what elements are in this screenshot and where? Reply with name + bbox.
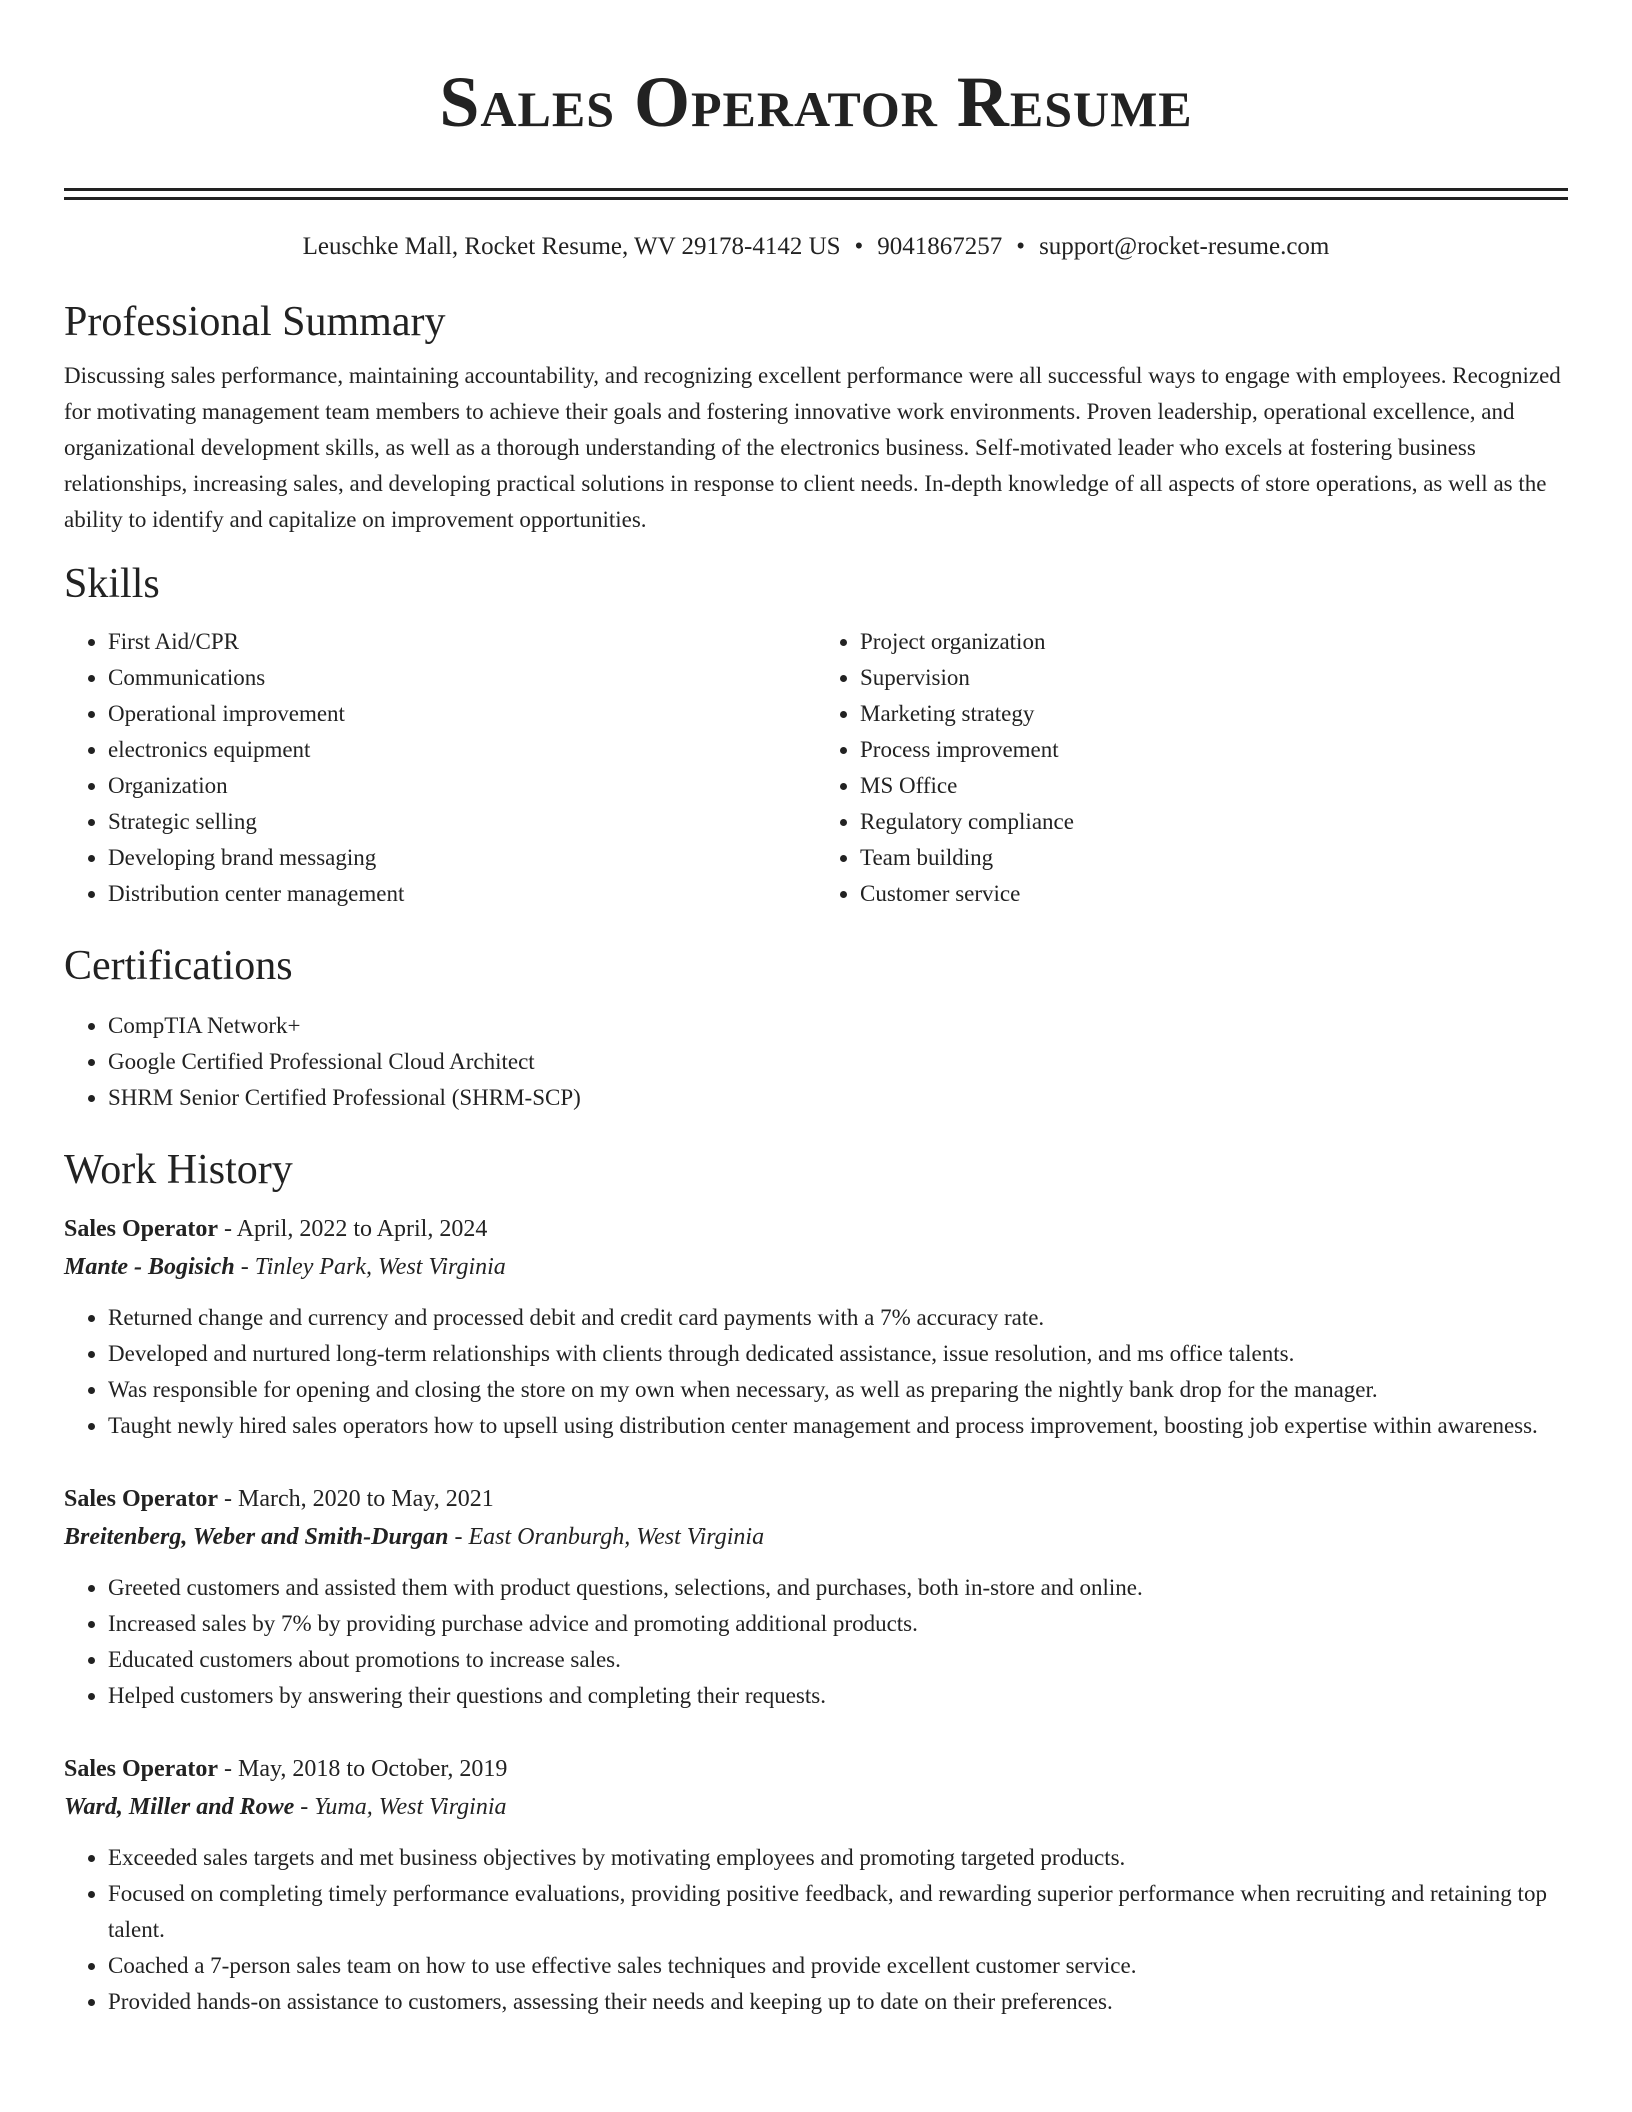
- job-role: Sales Operator: [64, 1216, 218, 1242]
- contact-phone: 9041867257: [877, 233, 1003, 260]
- job-bullet: • Focused on completing timely performance evaluations, providing positive feedback, and rewarding superior performance when recruiting and retaining top talent.: [108, 1876, 1568, 1948]
- job-location: Yuma, West Virginia: [314, 1794, 507, 1820]
- title-rule-bottom: [64, 197, 1568, 200]
- job-entry: [64, 1750, 1568, 2020]
- skill-item: • First Aid/CPR: [108, 624, 816, 660]
- skill-item: • Process improvement: [860, 732, 1568, 768]
- job-bullet: • Taught newly hired sales operators how to upsell using distribution center management and process improvement, boosting job expertise within awareness.: [108, 1408, 1568, 1444]
- job-bullet: • Exceeded sales targets and met business objectives by motivating employees and promoting targeted products.: [108, 1840, 1568, 1876]
- work-history-section: [64, 1146, 1568, 2020]
- job-role: Sales Operator: [64, 1756, 218, 1782]
- skill-item: • Strategic selling: [108, 804, 816, 840]
- skill-item: • Project organization: [860, 624, 1568, 660]
- job-dash: -: [448, 1524, 469, 1550]
- job-location: Tinley Park, West Virginia: [254, 1254, 506, 1280]
- skills-list-right: [816, 624, 1568, 912]
- job-bullets: [64, 1300, 1568, 1444]
- certification-item: • CompTIA Network+: [108, 1008, 1568, 1044]
- job-bullet: • Provided hands-on assistance to customers, assessing their needs and keeping up to date on their preferences.: [108, 1984, 1568, 2020]
- contact-address: Leuschke Mall, Rocket Resume, WV 29178-4142 US: [302, 233, 841, 260]
- job-company: Breitenberg, Weber and Smith-Durgan: [64, 1524, 449, 1550]
- title-rule-top: [64, 188, 1568, 191]
- skill-item: • Regulatory compliance: [860, 804, 1568, 840]
- job-bullet: • Educated customers about promotions to increase sales.: [108, 1642, 1568, 1678]
- skill-item: • Organization: [108, 768, 816, 804]
- job-dash: -: [217, 1486, 238, 1512]
- job-company-line: [64, 1248, 1568, 1286]
- job-bullet: • Coached a 7-person sales team on how to use effective sales techniques and provide excellent customer service.: [108, 1948, 1568, 1984]
- job-title-line: [64, 1210, 1568, 1248]
- job-role: Sales Operator: [64, 1486, 218, 1512]
- certification-item: • SHRM Senior Certified Professional (SHRM-SCP): [108, 1080, 1568, 1116]
- skill-item: • Communications: [108, 660, 816, 696]
- job-company: Mante - Bogisich: [64, 1254, 235, 1280]
- job-dash: -: [234, 1254, 255, 1280]
- job-dates: March, 2020 to May, 2021: [237, 1486, 494, 1512]
- skill-item: • electronics equipment: [108, 732, 816, 768]
- summary-section: [64, 298, 1568, 538]
- job-dates: May, 2018 to October, 2019: [237, 1756, 508, 1782]
- job-dash: -: [294, 1794, 315, 1820]
- job-bullet: • Developed and nurtured long-term relationships with clients through dedicated assistance, issue resolution, and ms office talents.: [108, 1336, 1568, 1372]
- skills-list-left: [64, 624, 816, 912]
- skill-item: • Customer service: [860, 876, 1568, 912]
- resume-title: Sales Operator Resume: [439, 62, 1193, 142]
- job-entry: [64, 1480, 1568, 1714]
- job-company: Ward, Miller and Rowe: [64, 1794, 295, 1820]
- job-title-line: [64, 1750, 1568, 1788]
- certifications-heading: Certifications: [64, 943, 293, 989]
- skill-item: • Developing brand messaging: [108, 840, 816, 876]
- skill-item: • Supervision: [860, 660, 1568, 696]
- work-history-heading: Work History: [64, 1147, 293, 1193]
- skill-item: • Operational improvement: [108, 696, 816, 732]
- job-bullet: • Greeted customers and assisted them with product questions, selections, and purchases, both in-store and online.: [108, 1570, 1568, 1606]
- job-title-line: [64, 1480, 1568, 1518]
- contact-separator: •: [854, 233, 864, 260]
- contact-separator: •: [1016, 233, 1026, 260]
- job-dash: -: [217, 1216, 237, 1242]
- skill-item: • MS Office: [860, 768, 1568, 804]
- job-bullets: [64, 1570, 1568, 1714]
- skill-item: • Team building: [860, 840, 1568, 876]
- certifications-section: [64, 942, 1568, 1116]
- summary-heading: Professional Summary: [64, 299, 446, 345]
- job-entry: [64, 1210, 1568, 1444]
- certifications-list: [64, 1008, 1568, 1116]
- skills-section: [64, 560, 1568, 912]
- job-bullet: • Increased sales by 7% by providing purchase advice and promoting additional products.: [108, 1606, 1568, 1642]
- certification-item: • Google Certified Professional Cloud Architect: [108, 1044, 1568, 1080]
- skills-columns: [64, 624, 1568, 912]
- contact-line: [64, 230, 1568, 264]
- job-dash: -: [217, 1756, 238, 1782]
- job-bullet: • Helped customers by answering their questions and completing their requests.: [108, 1678, 1568, 1714]
- job-bullet: • Returned change and currency and processed debit and credit card payments with a 7% accuracy rate.: [108, 1300, 1568, 1336]
- skills-heading: Skills: [64, 561, 160, 607]
- job-bullet: • Was responsible for opening and closing the store on my own when necessary, as well as preparing the nightly bank drop for the manager.: [108, 1372, 1568, 1408]
- job-bullets: [64, 1840, 1568, 2020]
- skill-item: • Distribution center management: [108, 876, 816, 912]
- job-company-line: [64, 1788, 1568, 1826]
- summary-text: Discussing sales performance, maintaining accountability, and recognizing excellent performance were all successful ways to engage with employees. Recognized for motivating management team members to achieve their goals and fostering innovative work environments. Proven leadership, operational excellence, and organizational development skills, as well as a thorough understanding of the electronics business. Self-motivated leader who excels at fostering business relationships, increasing sales, and developing practical solutions in response to client needs. In-depth knowledge of all aspects of store operations, as well as the ability to identify and capitalize on improvement opportunities.: [64, 363, 1561, 532]
- contact-email: support@rocket-resume.com: [1039, 233, 1330, 260]
- job-dates: April, 2022 to April, 2024: [236, 1216, 488, 1242]
- job-location: East Oranburgh, West Virginia: [468, 1524, 765, 1550]
- job-company-line: [64, 1518, 1568, 1556]
- skill-item: • Marketing strategy: [860, 696, 1568, 732]
